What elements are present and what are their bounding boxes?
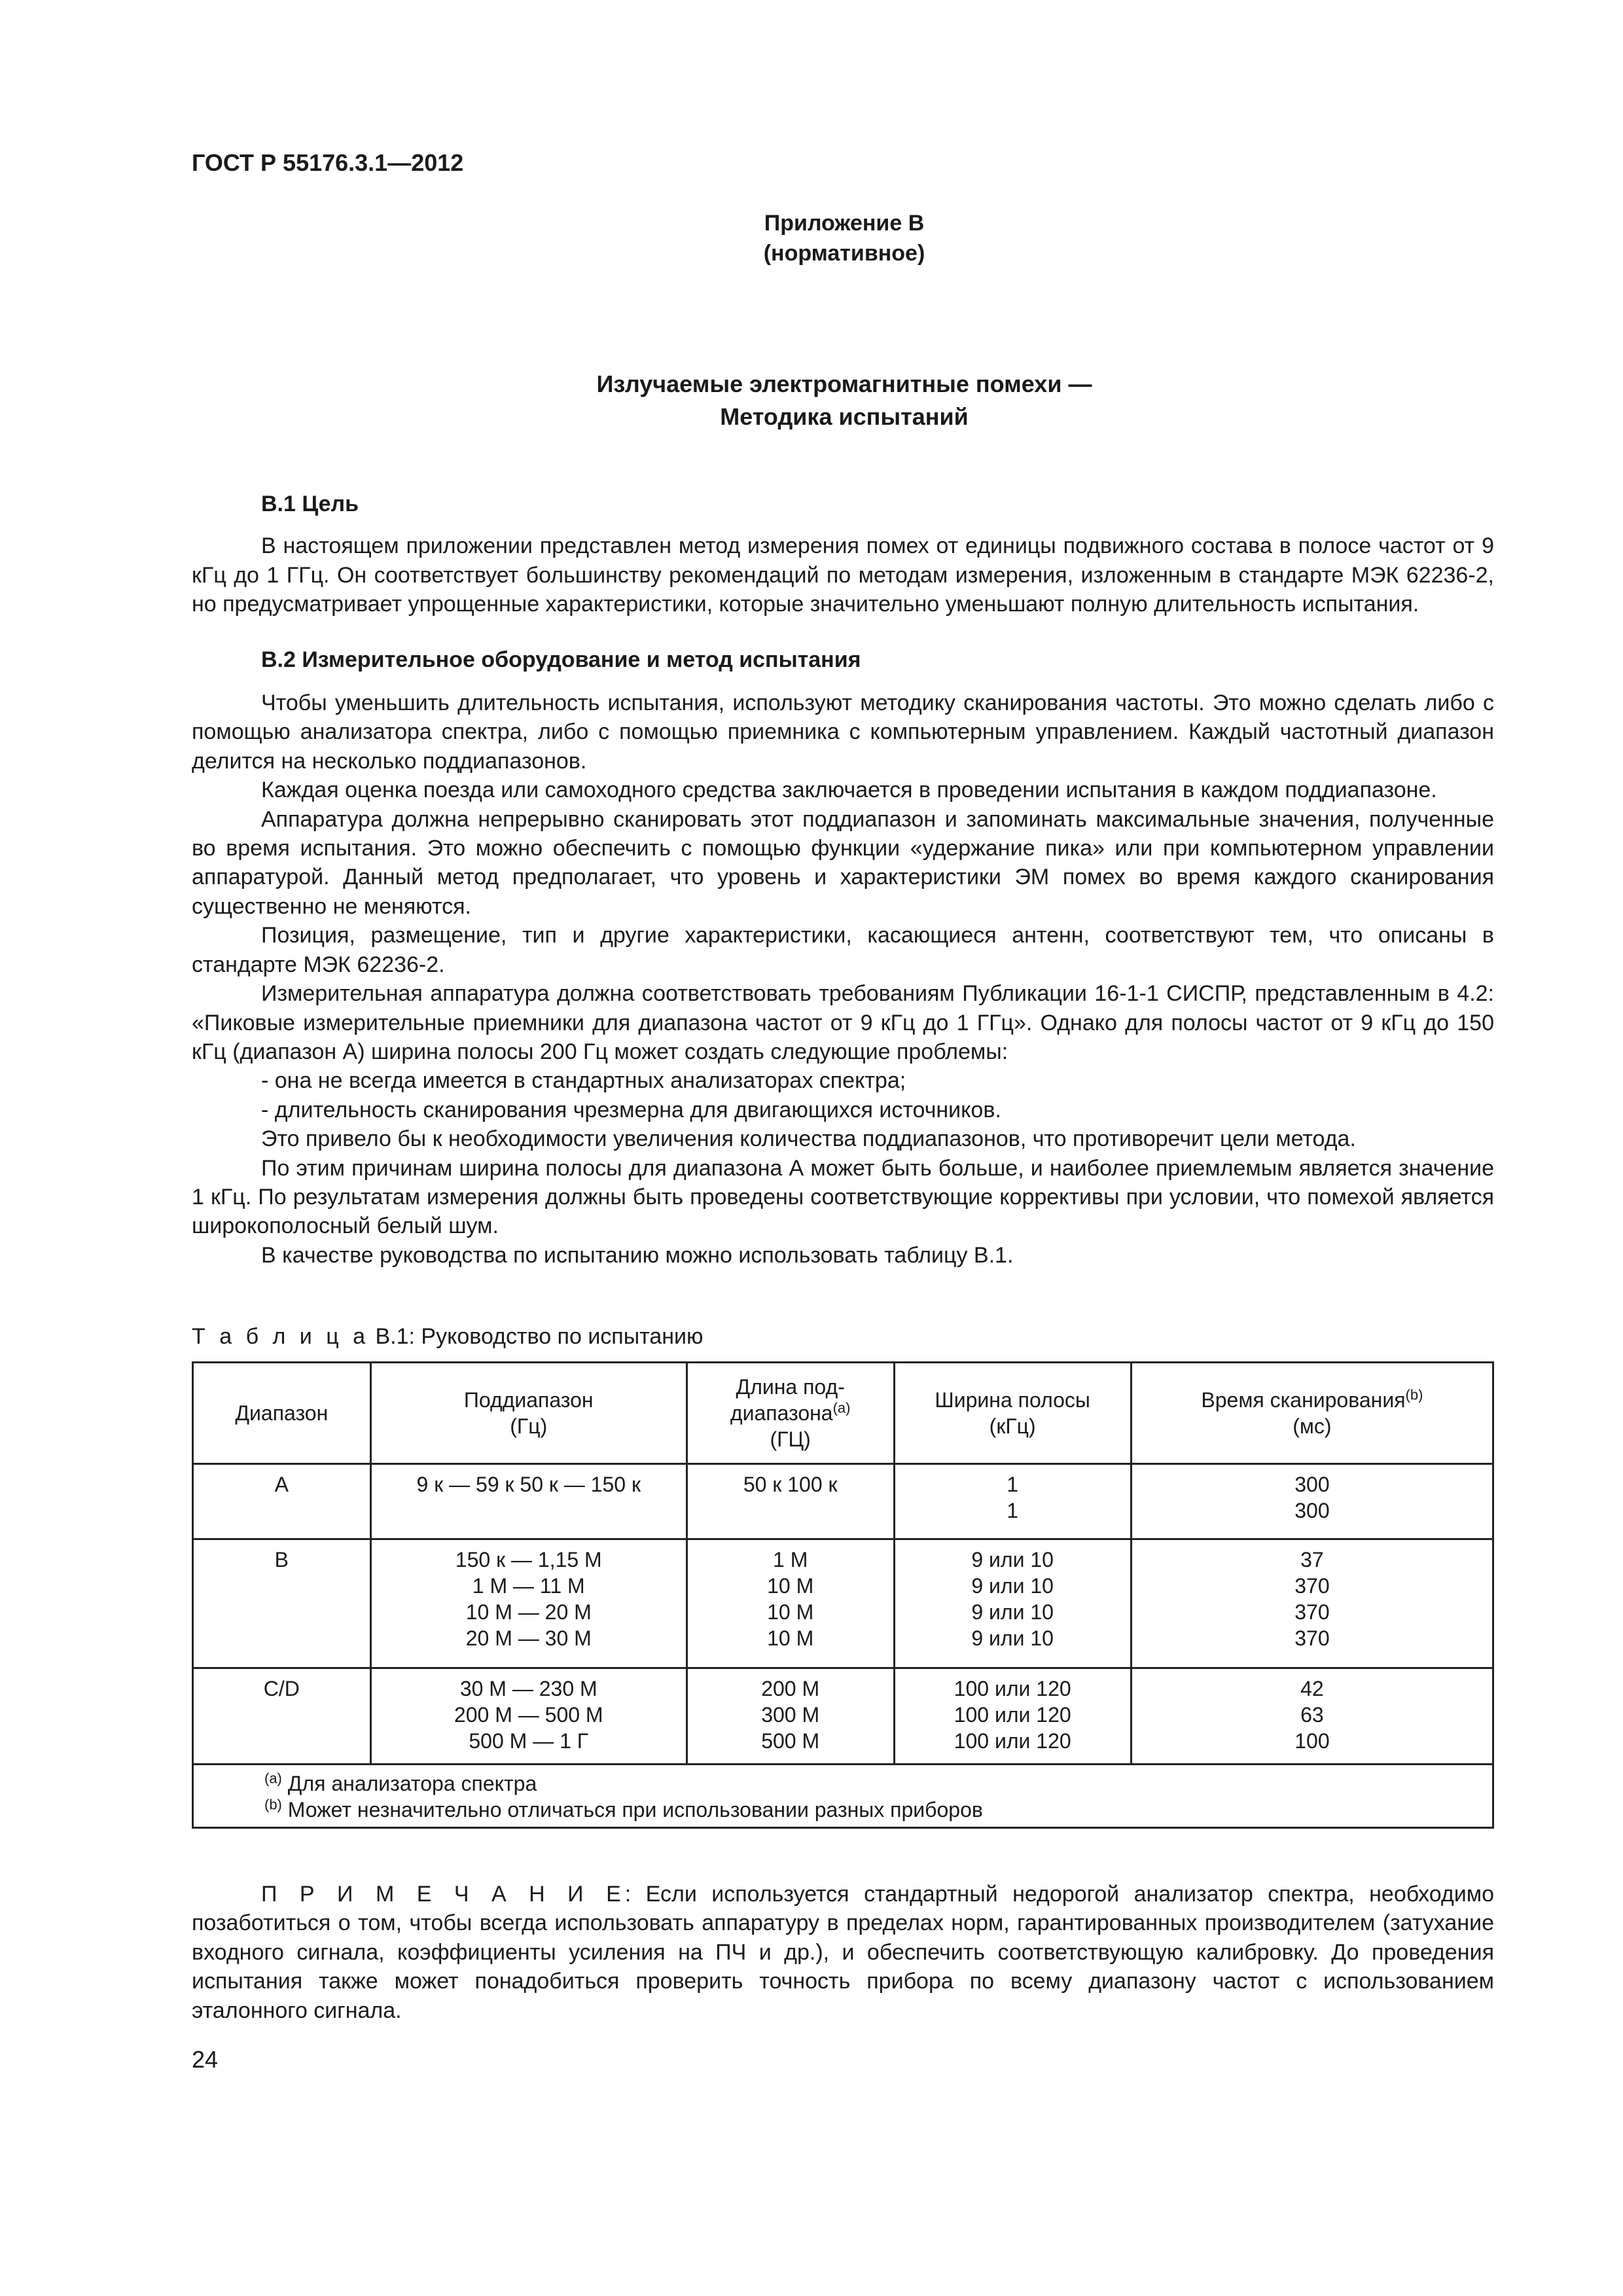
annex-title-line2: Методика испытаний <box>720 403 969 430</box>
section-b1-heading: В.1 Цель <box>261 492 359 516</box>
footnote-a: $^{(a)}$ Для анализатора спектра <box>264 1770 537 1795</box>
section-b2-heading: В.2 Измерительное оборудование и метод испытания <box>261 647 861 672</box>
table-row <box>193 1464 1493 1539</box>
annex-heading <box>0 208 1623 268</box>
table-header-row <box>193 1363 1493 1464</box>
cell-range: В <box>193 1539 371 1668</box>
header-subrange: Поддиапазон (Гц) <box>370 1363 687 1464</box>
cell-subrange: 150 к — 1,15 М 1 М — 11 М 10 М — 20 М 20 М — 30 М <box>370 1539 687 1668</box>
cell-scan-time: 37 370 370 370 <box>1131 1539 1493 1668</box>
cell-bandwidth: 1 1 <box>894 1464 1131 1539</box>
cell-scan-time: 300 300 <box>1131 1464 1493 1539</box>
test-guide-table <box>192 1361 1494 1829</box>
table-footnotes <box>193 1765 1493 1828</box>
header-bandwidth: Ширина полосы (кГц) <box>894 1363 1131 1464</box>
cell-range: А <box>193 1464 371 1539</box>
section-b2-paragraph: Измерительная аппаратура должна соответствовать требованиям Публикации 16-1-1 СИСПР, представленным в 4.2: «Пиковые измерительные приемники для диапазона частот от 9 кГц до 1 ГГц». Однако для полосы частот от 9 кГц до 150 кГц (диапазон А) ширина полосы 200 Гц может создать следующие проблемы: <box>192 981 1494 1064</box>
note-paragraph <box>192 1880 1494 2025</box>
table-row <box>193 1539 1493 1668</box>
list-item: - она не всегда имеется в стандартных анализаторах спектра; <box>261 1068 906 1094</box>
standard-number: ГОСТ Р 55176.3.1—2012 <box>192 149 464 176</box>
cell-bandwidth: 9 или 10 9 или 10 9 или 10 9 или 10 <box>894 1539 1131 1668</box>
table-footnotes-row <box>193 1765 1493 1828</box>
cell-length: 200 М 300 М 500 М <box>687 1668 894 1765</box>
footnote-b: $^{(b)}$ Может незначительно отличаться при использовании разных приборов <box>264 1796 983 1821</box>
cell-bandwidth: 100 или 120 100 или 120 100 или 120 <box>894 1668 1131 1765</box>
header-subrange-length: Длина под- диапазона$^{(a)}$ (ГЦ) <box>687 1363 894 1464</box>
table-caption-prefix: Т а б л и ц а <box>192 1324 370 1349</box>
annex-status: (нормативное) <box>763 241 925 266</box>
section-b2-paragraph: Каждая оценка поезда или самоходного средства заключается в проведении испытания в каждом поддиапазоне. <box>261 778 1437 803</box>
header-range: Диапазон <box>193 1363 371 1464</box>
table-caption <box>192 1324 704 1350</box>
cell-length: 1 М 10 М 10 М 10 М <box>687 1539 894 1668</box>
section-b2-paragraph: Аппаратура должна непрерывно сканировать этот поддиапазон и запоминать максимальные значения, полученные во время испытания. Это можно обеспечить с помощью функции «удержание пика» или при компьютерном управлении аппаратурой. Данный метод предполагает, что уровень и характеристики ЭМ помех во время каждого сканирования существенно не меняются. <box>192 806 1494 919</box>
section-b1-paragraph: В настоящем приложении представлен метод измерения помех от единицы подвижного состава в полосе частот от 9 кГц до 1 ГГц. Он соответствует большинству рекомендаций по методам измерения, изложенным в стандарте МЭК 62236-2, но предусматривает упрощенные характеристики, которые значительно уменьшают полную длительность испытания. <box>192 533 1494 617</box>
section-b2-paragraph: В качестве руководства по испытанию можно использовать таблицу В.1. <box>261 1242 1014 1268</box>
note-label: П Р И М Е Ч А Н И Е <box>261 1882 625 1907</box>
cell-length: 50 к 100 к <box>687 1464 894 1539</box>
annex-title-line1: Излучаемые электромагнитные помехи — <box>596 370 1092 397</box>
annex-title <box>0 368 1623 433</box>
table-caption-text: В.1: Руководство по испытанию <box>369 1324 704 1349</box>
body-content <box>192 490 1494 1270</box>
section-b2-paragraph: Позиция, размещение, тип и другие характеристики, касающиеся антенн, соответствуют тем, что описаны в стандарте МЭК 62236-2. <box>192 923 1494 977</box>
section-b2-paragraph: Это привело бы к необходимости увеличения количества поддиапазонов, что противоречит цели метода. <box>261 1126 1356 1152</box>
list-item: - длительность сканирования чрезмерна для двигающихся источников. <box>261 1097 1001 1122</box>
section-b2-paragraph: Чтобы уменьшить длительность испытания, используют методику сканирования частоты. Это можно сделать либо с помощью анализатора спектра, либо с помощью приемника с компьютерным управлением. Каждый частотный диапазон делится на несколько поддиапазонов. <box>192 691 1494 774</box>
cell-subrange: 9 к — 59 к 50 к — 150 к <box>370 1464 687 1539</box>
cell-scan-time: 42 63 100 <box>1131 1668 1493 1765</box>
table-row <box>193 1668 1493 1765</box>
header-scan-time: Время сканирования$^{(b)}$ (мс) <box>1131 1363 1493 1464</box>
annex-label: Приложение В <box>764 211 925 236</box>
note-text: : Если используется стандартный недорогой анализатор спектра, необходимо позаботиться о том, чтобы всегда использовать аппаратуру в пределах норм, гарантированных производителем (затухание входного сигнала, коэффициенты усиления на ПЧ и др.), и обеспечить соответствующую калибровку. До проведения испытания также может понадобиться проверить точность прибора по всему диапазону частот с использованием эталонного сигнала. <box>192 1882 1494 2023</box>
cell-subrange: 30 М — 230 М 200 М — 500 М 500 М — 1 Г <box>370 1668 687 1765</box>
section-b2-paragraph: По этим причинам ширина полосы для диапазона А может быть больше, и наиболее приемлемым является значение 1 кГц. По результатам измерения должны быть проведены соответствующие коррективы при условии, что помехой является широкополосный белый шум. <box>192 1155 1494 1239</box>
page-number: 24 <box>192 2046 219 2073</box>
cell-range: С/D <box>193 1668 371 1765</box>
